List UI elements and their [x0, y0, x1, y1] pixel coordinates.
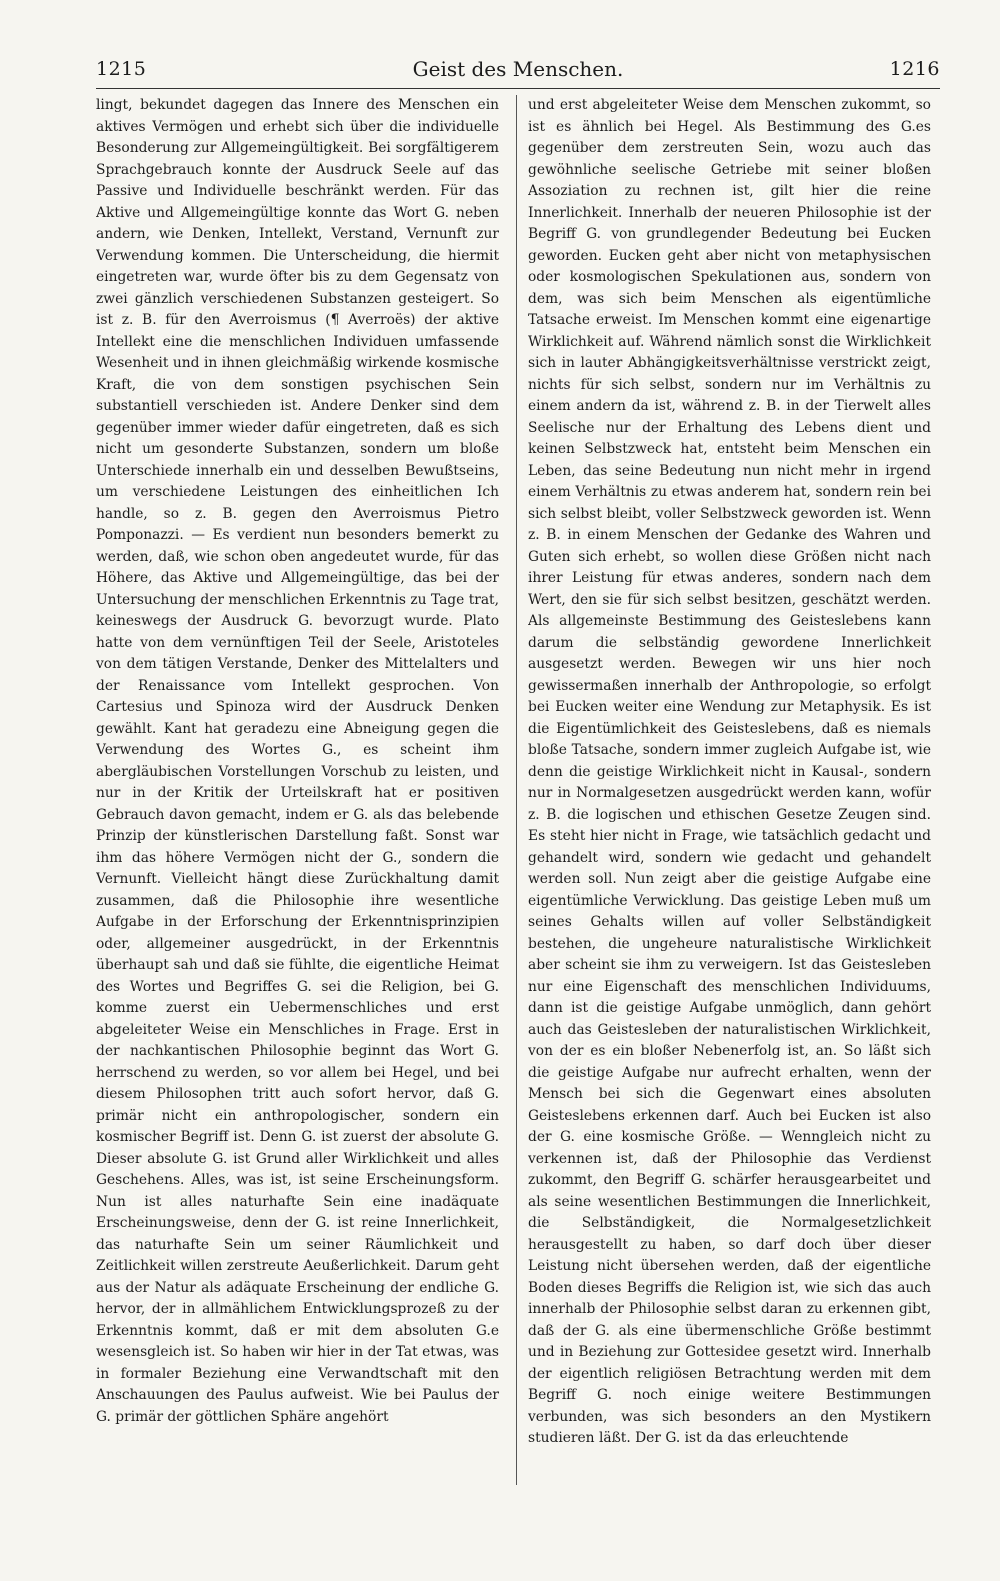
left-column-text: lingt, bekundet dagegen das Innere des Menschen ein aktives Vermögen und erhebt sich über die individuelle Besonderung zur Allgemeingültigkeit. Bei sorgfältigerem Sprachgebrauch konnte der Ausdruck Seele auf das Passive und Individuelle beschränkt werden. Für das Aktive und Allgemeingültige konnte das Wort G. neben andern, wie Denken, Intellekt, Verstand, Vernunft zur Verwendung kommen. Die Unterscheidung, die hiermit eingetreten war, wurde öfter bis zu dem Gegensatz von zwei gänzlich verschiedenen Substanzen gesteigert. So ist z. B. für den Averroismus (¶ Averroës) der aktive Intellekt eine die menschlichen Individuen umfassende Wesenheit und in ihnen gleichmäßig wirkende kosmische Kraft, die von dem sonstigen psychischen Sein substantiell verschieden ist. Andere Denker sind dem gegenüber immer wieder dafür eingetreten, daß es sich nicht um gesonderte Substanzen, sondern um bloße Unterschiede innerhalb ein und desselben Bewußtseins, um verschiedene Leistungen des einheitlichen Ich handle, so z. B. gegen den Averroismus Pietro Pomponazzi. — Es verdient nun besonders bemerkt zu werden, daß, wie schon oben angedeutet wurde, für das Höhere, das Aktive und Allgemeingültige, das bei der Untersuchung der menschlichen Erkenntnis zu Tage trat, keineswegs der Ausdruck G. bevorzugt wurde. Plato hatte von dem vernünftigen Teil der Seele, Aristoteles von dem tätigen Verstande, Denker des Mittelalters und der Renaissance vom Intellekt gesprochen. Von Cartesius und Spinoza wird der Ausdruck Denken gewählt. Kant hat geradezu eine Abneigung gegen die Verwendung des Wortes G., es scheint ihm abergläubischen Vorstellungen Vorschub zu leisten, und nur in der Kritik der Urteilskraft hat er positiven Gebrauch davon gemacht, indem er G. als das belebende Prinzip der künstlerischen Darstellung faßt. Sonst war ihm das höhere Vermögen nicht der G., sondern die Vernunft. Vielleicht hängt diese Zurückhaltung damit zusammen, daß die Philosophie ihre wesentliche Aufgabe in der Erforschung der Erkenntnisprinzipien oder, allgemeiner ausgedrückt, in der Erkenntnis überhaupt sah und daß sie fühlte, die eigentliche Heimat des Wortes und Begriffes G. sei die Religion, bei G. komme zuerst ein Uebermenschliches und erst abgeleiteter Weise ein Menschliches in Frage. Erst in der nachkantischen Philosophie beginnt das Wort G. herrschend zu werden, so vor allem bei Hegel, und bei diesem Philosophen tritt auch sofort hervor, daß G. primär nicht ein anthropologischer, sondern ein kosmischer Begriff ist. Denn G. ist zuerst der absolute G. Dieser absolute G. ist Grund aller Wirklichkeit und alles Geschehens. Alles, was ist, ist seine Erscheinungsform. Nun ist alles naturhafte Sein eine inadäquate Erscheinungsweise, denn der G. ist reine Innerlichkeit, das naturhafte Sein um seiner Räumlichkeit und Zeitlichkeit willen zerstreute Aeußerlichkeit. Darum geht aus der Natur als adäquate Erscheinung der endliche G. hervor, der in allmählichem Entwicklungsprozeß zu der Erkenntnis kommt, daß er mit dem absoluten G.e wesensgleich ist. So haben wir hier in der Tat etwas, was in formaler Beziehung eine Verwandtschaft mit den Anschauungen des Paulus aufweist. Wie bei Paulus der G. primär der göttlichen Sphäre angehört: [96, 97, 499, 1425]
header-rule: [96, 88, 940, 89]
running-title: Geist des Menschen.: [412, 57, 624, 81]
right-column-text: und erst abgeleiteter Weise dem Menschen zukommt, so ist es ähnlich bei Hegel. Als Bestimmung des G.es gegenüber dem zerstreuten Sein, wozu auch das gewöhnliche seelische Getriebe mit seiner bloßen Assoziation zu rechnen ist, gilt hier die reine Innerlichkeit. Innerhalb der neueren Philosophie ist der Begriff G. von grundlegender Bedeutung bei Eucken geworden. Eucken geht aber nicht von metaphysischen oder kosmologischen Spekulationen aus, sondern von dem, was sich beim Menschen als eigentümliche Tatsache erweist. Im Menschen kommt eine eigenartige Wirklichkeit auf. Während nämlich sonst die Wirklichkeit sich in lauter Abhängigkeitsverhältnisse verstrickt zeigt, nichts für sich selbst, sondern nur im Verhältnis zu einem andern da ist, während z. B. in der Tierwelt alles Seelische nur der Erhaltung des Lebens dient und keinen Selbstzweck hat, entsteht beim Menschen ein Leben, das seine Bedeutung nun nicht mehr in irgend einem Verhältnis zu etwas anderem hat, sondern rein bei sich selbst bleibt, voller Selbstzweck geworden ist. Wenn z. B. in einem Menschen der Gedanke des Wahren und Guten sich erhebt, so wollen diese Größen nicht nach ihrer Leistung für etwas anderes, sondern nach dem Wert, den sie für sich selbst besitzen, geschätzt werden. Als allgemeinste Bestimmung des Geisteslebens kann darum die selbständig gewordene Innerlichkeit ausgesetzt werden. Bewegen wir uns hier noch gewissermaßen innerhalb der Anthropologie, so erfolgt bei Eucken weiter eine Wendung zur Metaphysik. Es ist die Eigentümlichkeit des Geisteslebens, daß es niemals bloße Tatsache, sondern immer zugleich Aufgabe ist, wie denn die geistige Wirklichkeit nicht in Kausal-, sondern nur in Normalgesetzen ausgedrückt werden kann, wofür z. B. die logischen und ethischen Gesetze Zeugen sind. Es steht hier nicht in Frage, wie tatsächlich gedacht und gehandelt wird, sondern wie gedacht und gehandelt werden soll. Nun zeigt aber die geistige Aufgabe eine eigentümliche Verwicklung. Das geistige Leben muß um seines Gehalts willen auf voller Selbständigkeit bestehen, die ungeheure naturalistische Wirklichkeit aber scheint sie ihm zu verweigern. Ist das Geistesleben nur eine Eigenschaft des menschlichen Individuums, dann ist die geistige Aufgabe unmöglich, dann gehört auch das Geistesleben der naturalistischen Wirklichkeit, von der es ein bloßer Nebenerfolg ist, an. So läßt sich die geistige Aufgabe nur aufrecht erhalten, wenn der Mensch bei sich die Gegenwart eines absoluten Geisteslebens erkennen darf. Auch bei Eucken ist also der G. eine kosmische Größe. — Wenngleich nicht zu verkennen ist, daß der Philosophie das Verdienst zukommt, den Begriff G. schärfer herausgearbeitet und als seine wesentlichen Bestimmungen die Innerlichkeit, die Selbständigkeit, die Normalgesetzlichkeit herausgestellt zu haben, so darf doch über dieser Leistung nicht übersehen werden, daß der eigentliche Boden dieses Begriffs die Religion ist, wie sich das auch innerhalb der Philosophie selbst daran zu erkennen gibt, daß der G. als eine übermenschliche Größe bestimmt und in Beziehung zur Gottesidee gesetzt wird. Innerhalb der eigentlich religiösen Betrachtung werden mit dem Begriff G. noch einige weitere Bestimmungen verbunden, was sich besonders an den Mystikern studieren läßt. Der G. ist da das erleuchtende: [528, 97, 931, 1446]
right-page-number: 1216: [889, 58, 940, 80]
left-page-number: 1215: [96, 58, 147, 80]
right-column: [528, 95, 931, 1485]
column-separator: [516, 95, 517, 1485]
page-header: [96, 52, 940, 86]
left-column: [96, 95, 499, 1485]
